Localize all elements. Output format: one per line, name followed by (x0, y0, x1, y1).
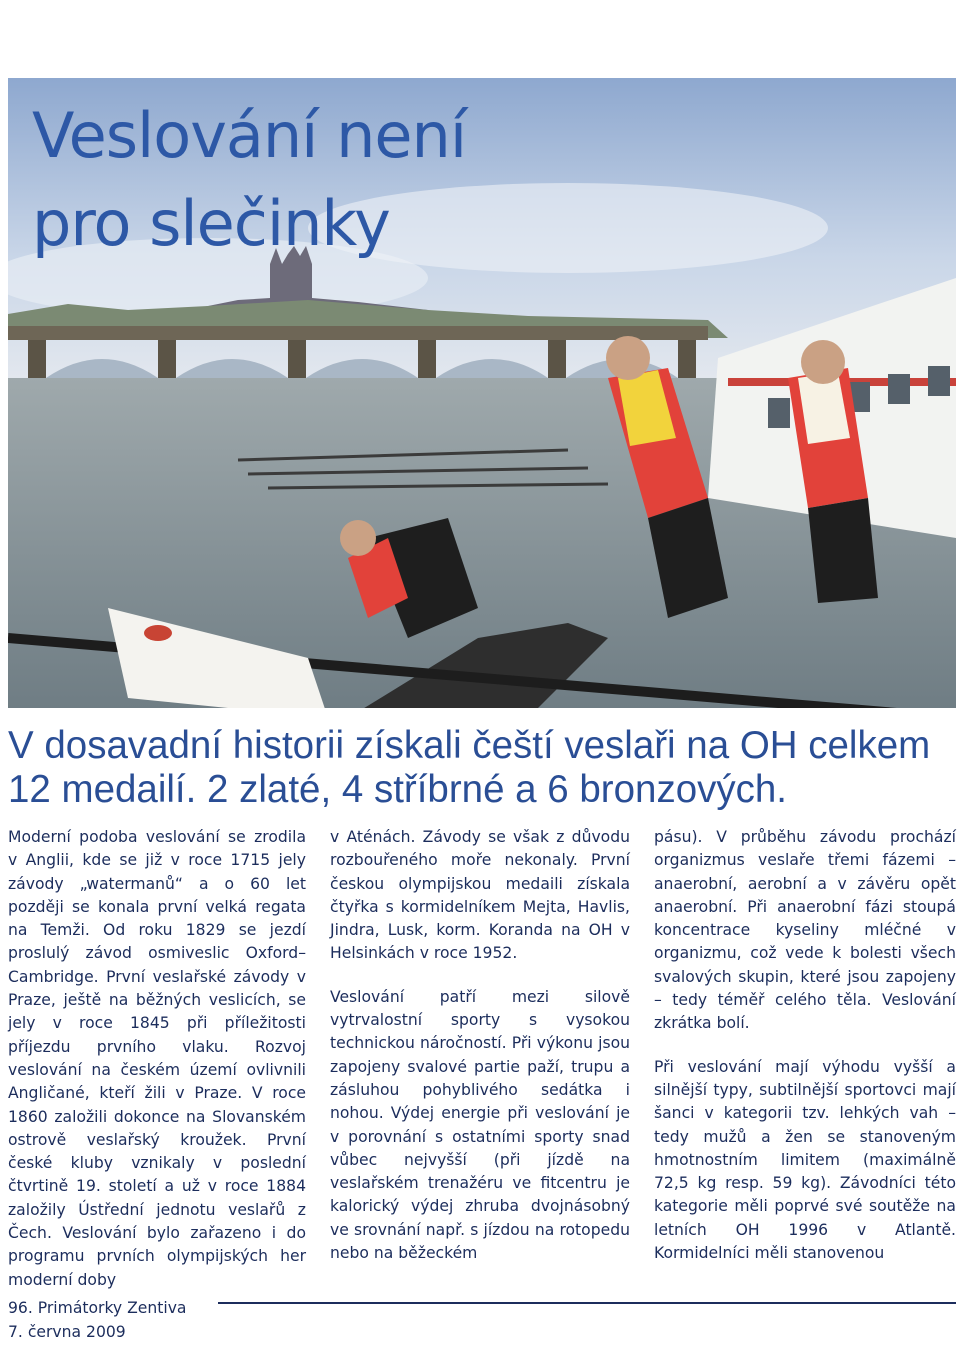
page-footer (8, 1296, 187, 1344)
text-column-2 (330, 826, 630, 1265)
paragraph: v Aténách. Závody se však z důvodu rozbouřeného moře nekonaly. První českou olympijskou medaili získala čtyřka s kormidelníkem Mejta, Havlis, Jindra, Lusk, korm. Koranda na OH v Helsinkách v roce 1952. (330, 828, 630, 963)
paragraph: Veslování patří mezi silově vytrvalostní sporty s vysokou technickou náročností. Při výkonu jsou zapojeny svalové partie paží, trupu a zásluhou pohyblivého sedátka i nohou. Výdej energie při veslování je v porovnání s ostatními sporty snad vůbec nejvyšší (při jízdě na veslařském trenažéru ve fitcentru je kalorický výdej zhruba dvojnásobný ve srovnání např. s jízdou na rotopedu nebo na běžeckém (330, 987, 630, 1263)
text-column-3 (654, 826, 956, 1265)
footer-date: 7. června 2009 (8, 1323, 126, 1341)
text-column-1 (8, 826, 306, 1292)
article-title (32, 92, 466, 268)
article-lead: V dosavadní historii získali čeští veslaři na OH celkem 12 medailí. 2 zlaté, 4 stříbrné a 6 bronzových. (8, 724, 931, 811)
title-line-2: pro slečinky (32, 187, 390, 260)
paragraph: Při veslování mají výhodu vyšší a silnější typy, subtilnější sportovci mají šanci v kategorii tzv. lehkých vah – tedy mužů a žen se stanoveným hmotnostním limitem (maximálně 72,5 kg resp. 59 kg). Závodníci této kategorie měli poprvé své soutěže na letních OH 1996 v Atlantě. Kormidelníci měli stanovenou (654, 1057, 956, 1263)
paragraph: pásu). V průběhu závodu prochází organizmus veslaře třemi fázemi – anaerobní, aerobní a v závěru opět anaerobní. Při anaerobní fázi stoupá koncentrace kyseliny mléčné v organizmu, což vede k bolesti všech svalových skupin, které jsou zapojeny – tedy téměř celého těla. Veslování zkrátka bolí. (654, 828, 956, 1033)
title-line-1: Veslování není (32, 99, 467, 172)
footer-rule (218, 1302, 956, 1304)
paragraph: Moderní podoba veslování se zrodila v Anglii, kde se již v roce 1715 jely závody „watermanů“ a o 60 let později se konala první velká regata na Temži. Od roku 1829 se jezdí proslulý závod osmiveslic Oxford–Cambridge. První veslařské závody v Praze, ještě na běžných veslicích, se jely v roce 1845 při příležitosti příjezdu prvního vlaku. Rozvoj veslování na českém území ovlivnili Angličané, kteří žili v Praze. V roce 1860 založili dokonce na Slovanském ostrově veslařský kroužek. První české kluby vznikaly v poslední čtvrtině 19. století a už v roce 1884 založily Ústřední jednotu veslařů z Čech. Veslování bylo zařazeno i do programu prvních olympijských her moderní doby (8, 828, 306, 1289)
footer-event: 96. Primátorky Zentiva (8, 1299, 187, 1317)
